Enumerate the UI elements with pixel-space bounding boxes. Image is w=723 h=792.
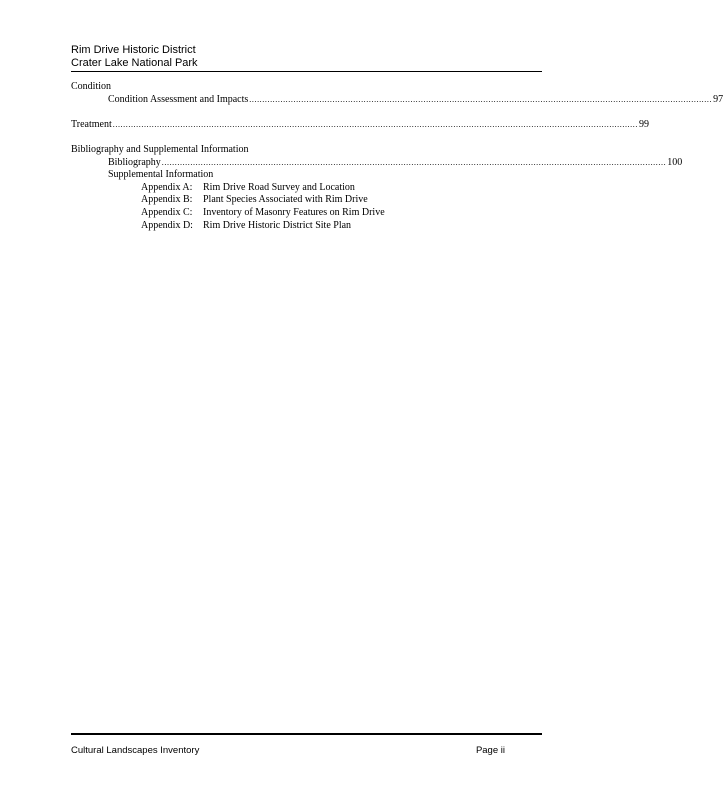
toc-entry-appendix-c[interactable] bbox=[71, 207, 542, 220]
toc-section-bibliography bbox=[71, 144, 542, 157]
appendix-title: Plant Species Associated with Rim Drive bbox=[203, 194, 368, 206]
toc-entry-title: Condition Assessment and Impacts bbox=[108, 93, 249, 105]
toc-section-condition bbox=[71, 81, 542, 94]
page-header bbox=[71, 44, 542, 70]
appendix-title: Rim Drive Historic District Site Plan bbox=[203, 219, 352, 231]
header-divider bbox=[71, 71, 542, 72]
toc-entry-appendix-a[interactable] bbox=[71, 182, 542, 195]
toc-page-number: 99 bbox=[638, 118, 649, 130]
toc-heading: Bibliography and Supplemental Information bbox=[71, 143, 249, 155]
toc-subheading: Supplemental Information bbox=[108, 169, 214, 181]
toc-page-number: 97 bbox=[713, 93, 723, 105]
header-park-name: Crater Lake National Park bbox=[71, 57, 198, 69]
footer-divider bbox=[71, 733, 542, 735]
toc-entry-condition-assessment[interactable] bbox=[71, 93, 723, 107]
toc-entry-treatment[interactable] bbox=[71, 118, 649, 132]
footer-page-number: Page ii bbox=[475, 745, 505, 756]
toc-heading: Condition bbox=[71, 81, 112, 92]
toc-page-number: 100 bbox=[667, 156, 683, 168]
appendix-label: Appendix D: bbox=[141, 219, 193, 231]
appendix-label: Appendix C: bbox=[141, 206, 193, 218]
appendix-label: Appendix B: bbox=[141, 194, 193, 206]
toc-entry-appendix-d[interactable] bbox=[71, 220, 542, 233]
toc-entry-appendix-b[interactable] bbox=[71, 194, 542, 207]
toc-subheading-supplemental bbox=[71, 169, 542, 182]
page-footer bbox=[71, 745, 505, 757]
table-of-contents bbox=[71, 81, 723, 232]
dot-leader: .................................................................................................................................................................................. bbox=[249, 94, 713, 104]
appendix-label: Appendix A: bbox=[141, 181, 193, 193]
footer-document-title: Cultural Landscapes Inventory bbox=[71, 745, 200, 756]
toc-entry-title: Bibliography bbox=[108, 156, 161, 168]
toc-entry-bibliography[interactable] bbox=[71, 156, 683, 170]
toc-entry-title: Treatment bbox=[71, 118, 112, 130]
appendix-title: Rim Drive Road Survey and Location bbox=[203, 181, 355, 193]
dot-leader: .......................................................................................................................................................................................................... bbox=[112, 119, 638, 129]
header-district-name: Rim Drive Historic District bbox=[71, 44, 196, 56]
appendix-title: Inventory of Masonry Features on Rim Drive bbox=[203, 206, 385, 218]
dot-leader: .................................................................................................................................................................................................. bbox=[161, 157, 667, 167]
